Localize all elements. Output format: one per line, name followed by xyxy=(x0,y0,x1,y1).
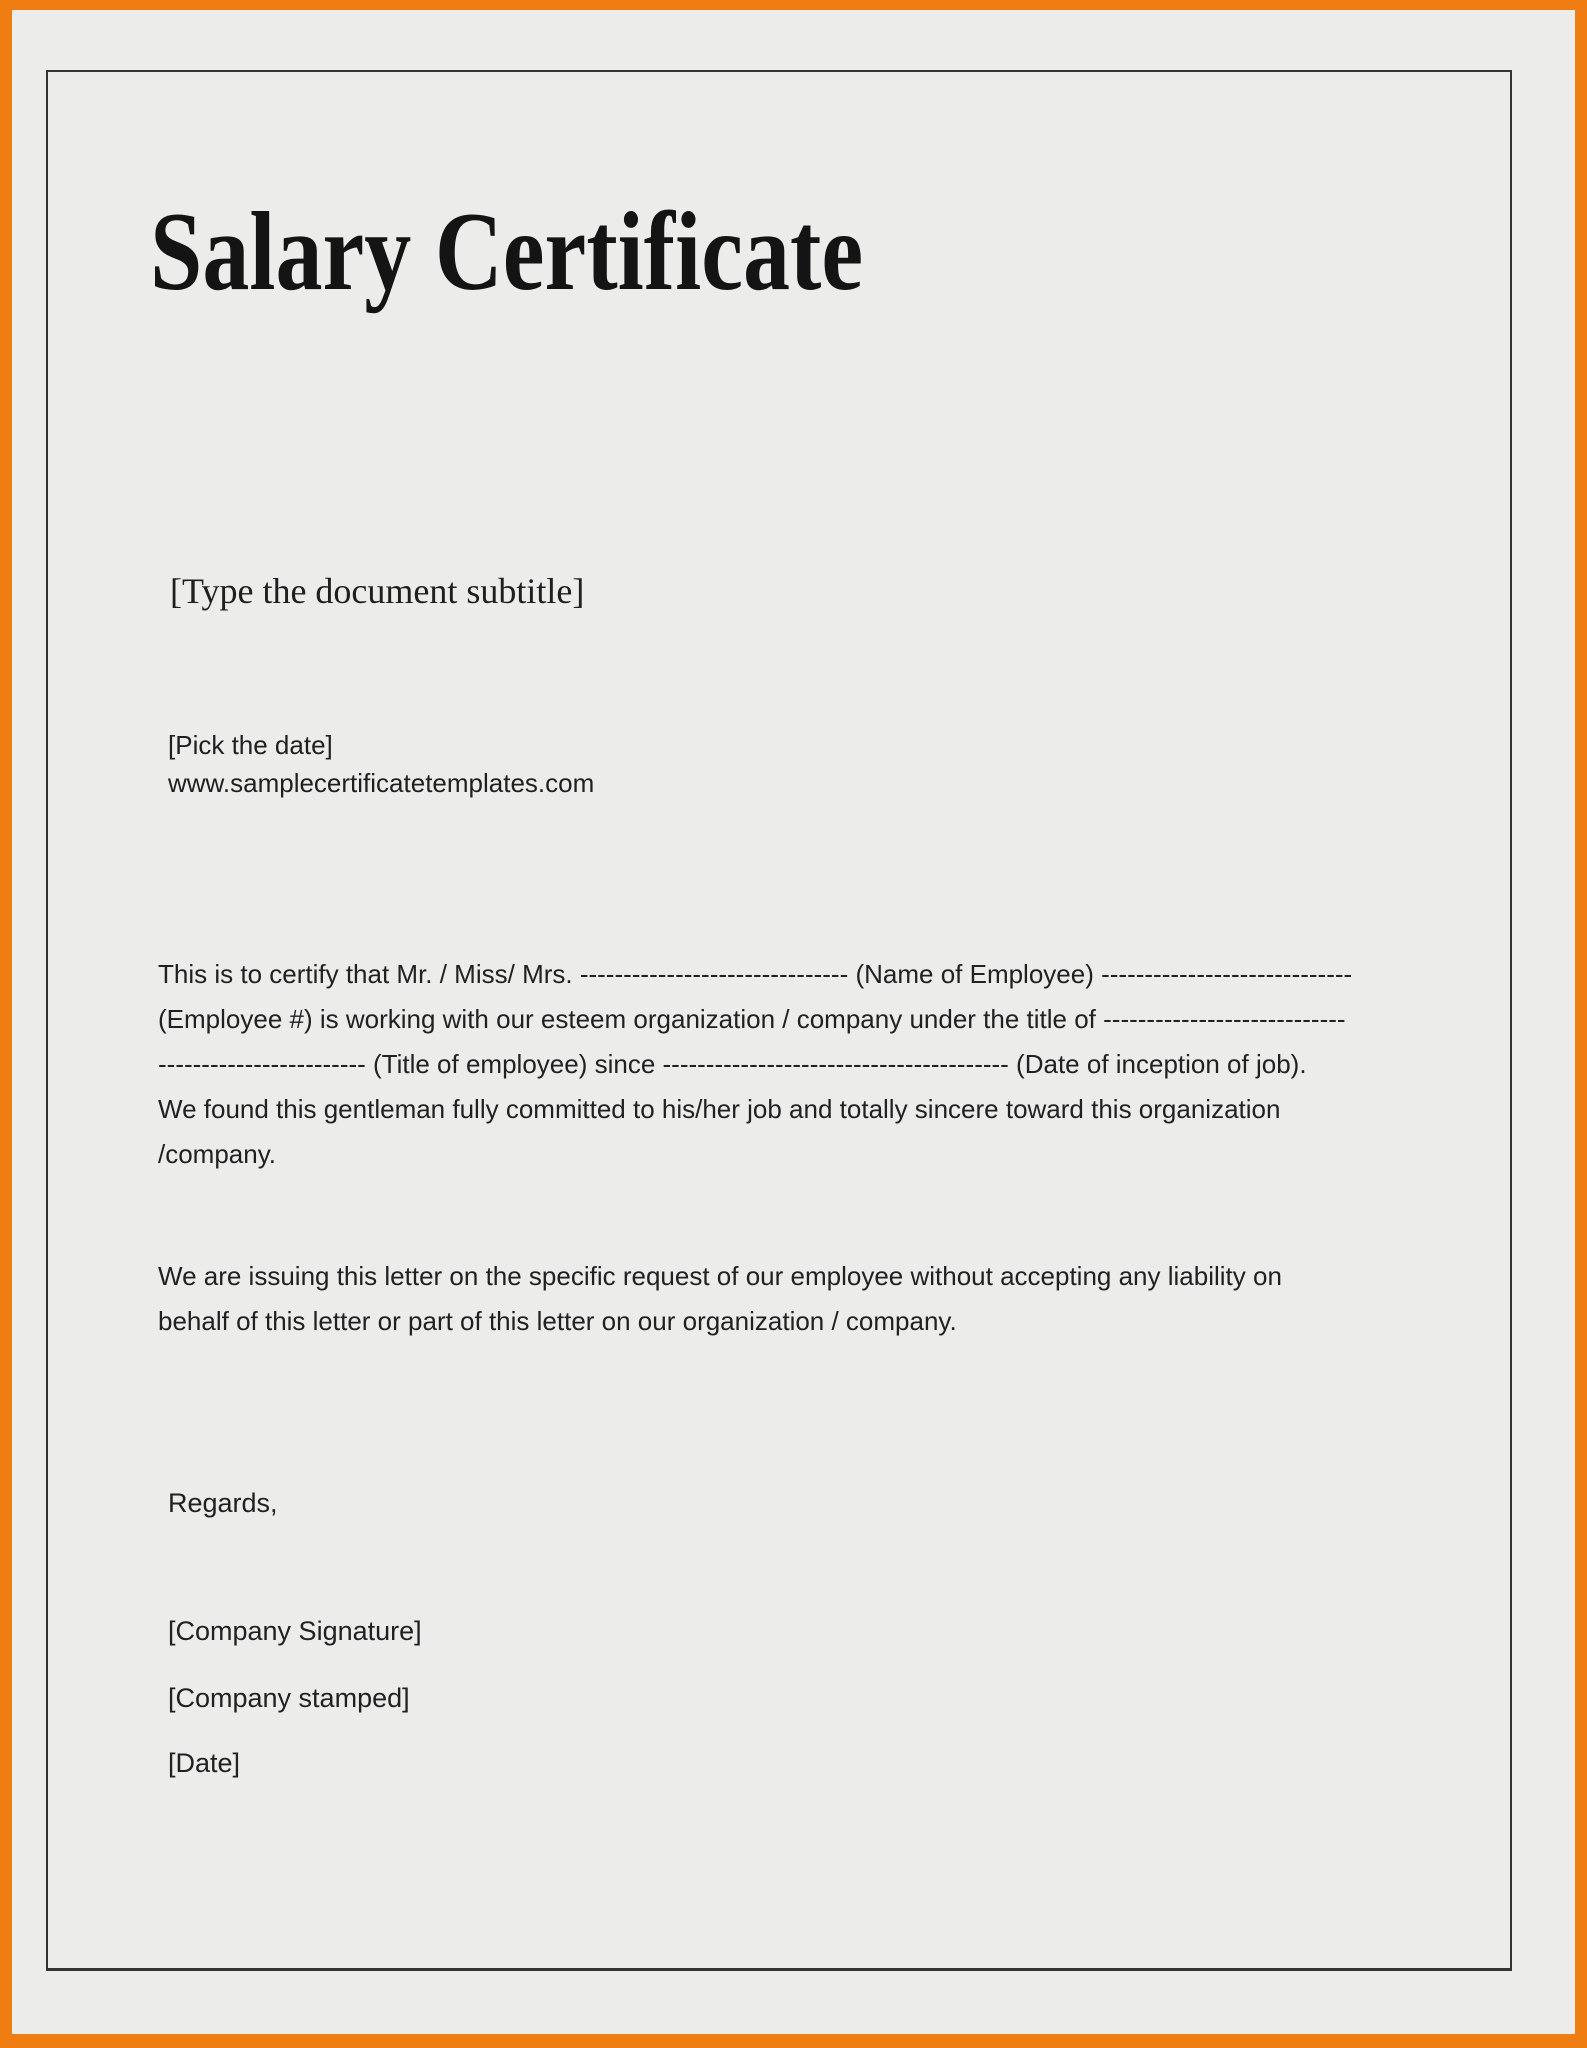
company-signature-placeholder: [Company Signature] xyxy=(168,1616,422,1646)
certificate-page xyxy=(12,10,1575,2034)
liability-line-1: We are issuing this letter on the specific request of our employee without accepting any liability on xyxy=(158,1261,1282,1291)
certification-line-3: ------------------------ (Title of employee) since ---------------------------------------- (Date of inception of job). xyxy=(158,1049,1307,1079)
document-subtitle-placeholder: [Type the document subtitle] xyxy=(170,571,585,611)
certification-line-1: This is to certify that Mr. / Miss/ Mrs. ------------------------------- (Name of Employee) ----------------------------- xyxy=(158,959,1353,989)
date-website-block xyxy=(168,726,594,802)
liability-line-2: behalf of this letter or part of this letter on our organization / company. xyxy=(158,1306,957,1336)
date-line-placeholder: [Date] xyxy=(168,1748,241,1778)
closing-regards: Regards, xyxy=(168,1488,278,1518)
website-text: www.samplecertificatetemplates.com xyxy=(168,768,595,798)
document-title: Salary Certificate xyxy=(150,190,864,314)
certification-line-5: /company. xyxy=(158,1139,277,1169)
pick-date-placeholder: [Pick the date] xyxy=(168,730,333,760)
certification-line-4: We found this gentleman fully committed to his/her job and totally sincere toward this organization xyxy=(158,1094,1281,1124)
certification-line-2: (Employee #) is working with our esteem organization / company under the title of ---------------------------- xyxy=(158,1004,1346,1034)
liability-paragraph xyxy=(158,1254,1488,1344)
certification-paragraph xyxy=(158,952,1488,1177)
company-stamp-placeholder: [Company stamped] xyxy=(168,1683,410,1713)
